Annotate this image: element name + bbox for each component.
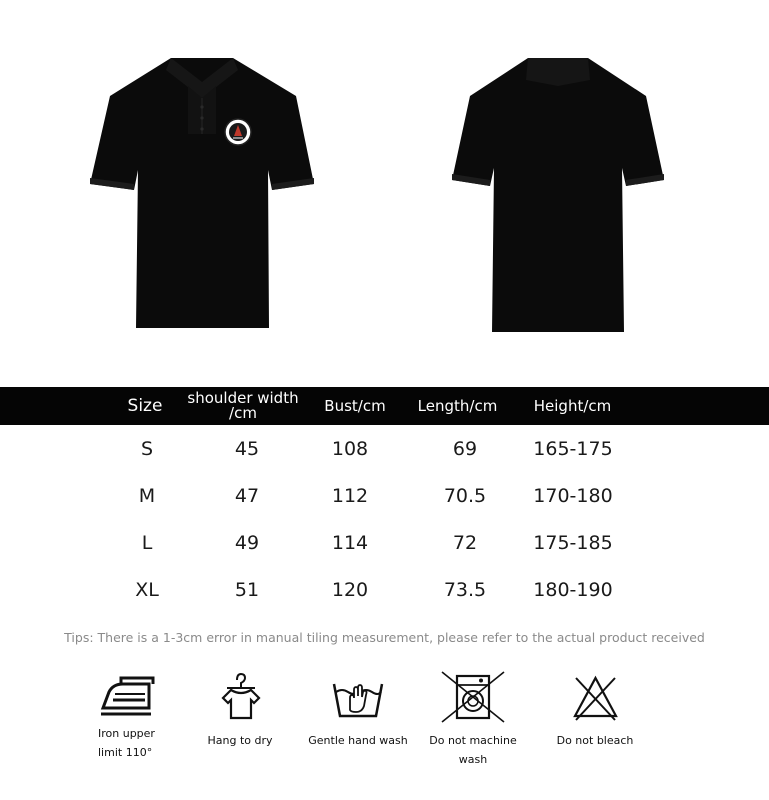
care-label-iron xyxy=(72,724,182,762)
size-chart-table xyxy=(0,387,769,613)
cell-bust: 114 xyxy=(331,531,369,554)
cell-height: 180-190 xyxy=(533,578,613,601)
polo-back-image xyxy=(450,52,666,338)
care-label-no-machine-wash: Do not machine wash xyxy=(429,734,517,766)
care-label-iron-line1: Iron upper xyxy=(98,727,155,740)
cell-length: 70.5 xyxy=(443,484,487,507)
cell-height: 170-180 xyxy=(533,484,613,507)
cell-size: XL xyxy=(135,578,159,601)
table-row xyxy=(0,472,769,519)
cell-size: L xyxy=(141,531,153,554)
header-shoulder-width xyxy=(178,387,308,425)
cell-length: 73.5 xyxy=(443,578,487,601)
cell-length: 69 xyxy=(452,437,478,460)
header-height: Height/cm xyxy=(533,397,612,415)
cell-bust: 120 xyxy=(331,578,369,601)
header-length: Length/cm xyxy=(417,397,498,415)
care-label-iron-line2: limit 110° xyxy=(98,746,153,759)
cell-size: M xyxy=(138,484,156,507)
cell-height: 175-185 xyxy=(533,531,613,554)
care-item-hand-wash xyxy=(303,670,413,750)
cell-shoulder: 49 xyxy=(234,531,260,554)
cell-bust: 108 xyxy=(331,437,369,460)
care-item-no-machine-wash xyxy=(418,670,528,769)
cell-shoulder: 51 xyxy=(234,578,260,601)
care-instructions xyxy=(0,670,769,790)
table-row xyxy=(0,566,769,613)
care-item-hang xyxy=(185,670,295,750)
cell-shoulder: 47 xyxy=(234,484,260,507)
measurement-tips: Tips: There is a 1-3cm error in manual tiling measurement, please refer to the actual product received xyxy=(64,630,705,645)
cell-length: 72 xyxy=(452,531,478,554)
header-bust: Bust/cm xyxy=(324,397,386,415)
header-shoulder-line2: /cm xyxy=(229,404,257,422)
no-bleach-icon xyxy=(568,670,623,725)
table-row xyxy=(0,519,769,566)
no-machine-wash-icon xyxy=(438,670,508,725)
header-size: Size xyxy=(127,396,163,416)
header-shoulder-line1: shoulder width xyxy=(187,389,299,407)
care-label-hand-wash: Gentle hand wash xyxy=(308,734,408,747)
table-row xyxy=(0,425,769,472)
size-chart-header xyxy=(0,387,769,425)
cell-shoulder: 45 xyxy=(234,437,260,460)
care-item-no-bleach xyxy=(540,670,650,750)
care-label-no-bleach: Do not bleach xyxy=(556,734,634,747)
care-label-hang: Hang to dry xyxy=(207,734,273,747)
iron-icon xyxy=(97,670,157,720)
logo-patch xyxy=(225,119,251,145)
hanger-shirt-icon xyxy=(215,670,265,725)
care-item-iron xyxy=(72,670,182,762)
product-views xyxy=(0,0,769,370)
polo-front-image xyxy=(88,52,316,338)
hand-wash-icon xyxy=(328,670,388,725)
cell-bust: 112 xyxy=(331,484,369,507)
cell-height: 165-175 xyxy=(533,437,613,460)
cell-size: S xyxy=(140,437,154,460)
